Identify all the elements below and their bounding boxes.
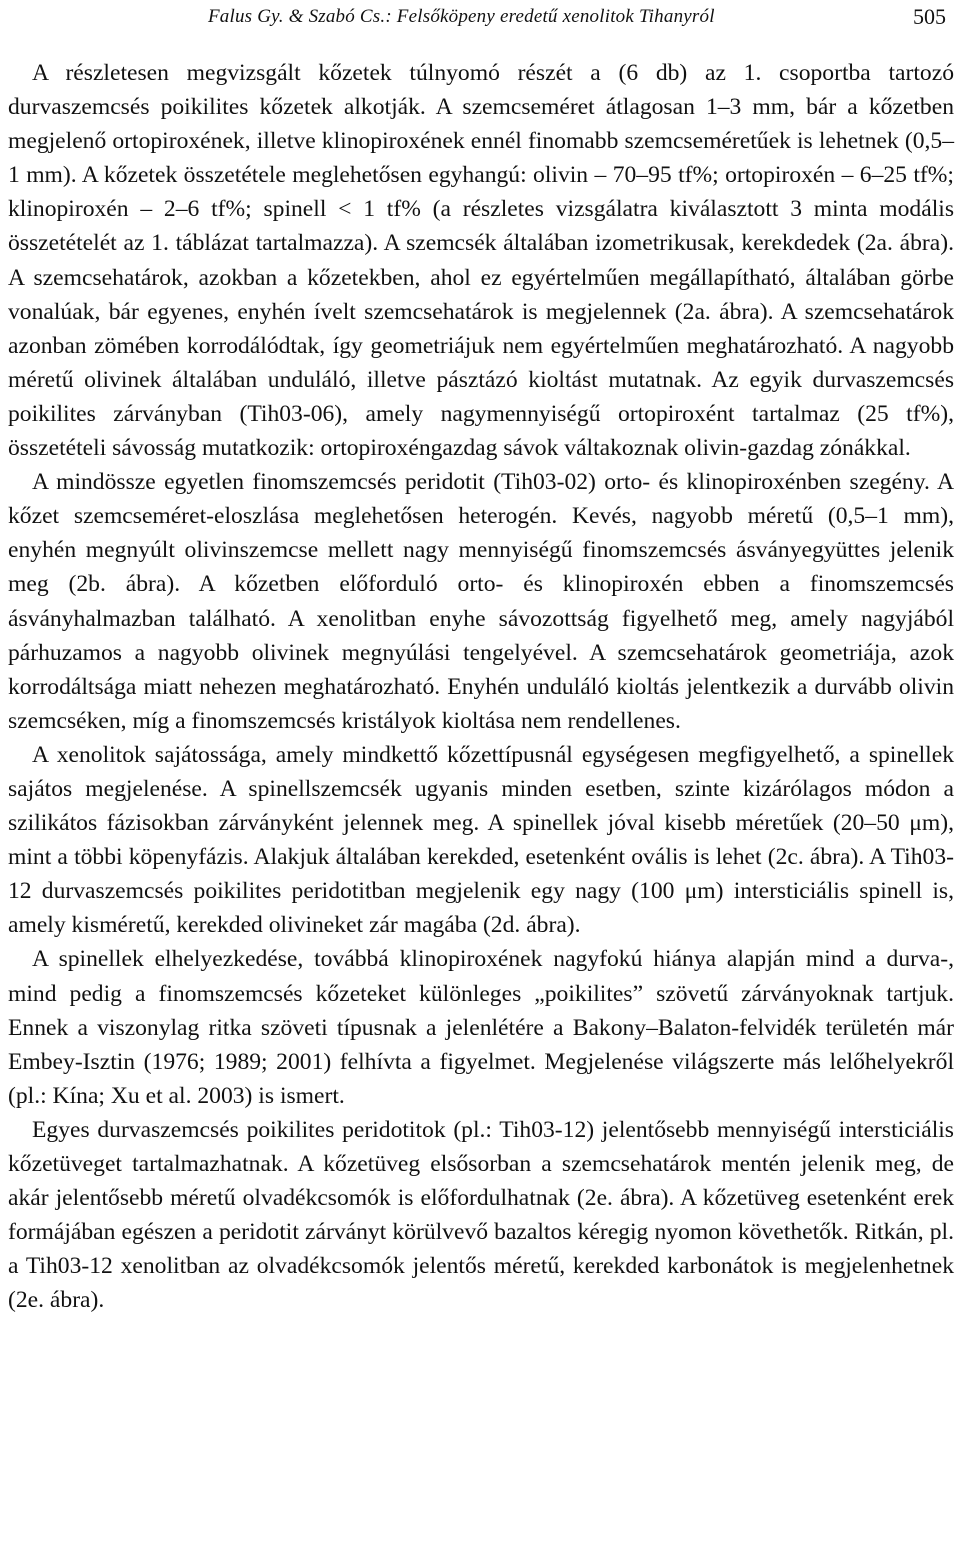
paragraph-3: A xenolitok sajátossága, amely mindkettő kőzettípusnál egységesen megfigyelhető, a spinellek sajátos megjelenése. A spinellszemcsék ugyanis minden esetben, szinte kizárólagos módon a szilikátos fázisokban zárványként jelennek meg. A spinellek jóval kisebb méretűek (20–50 μm), mint a többi köpenyfázis. Alakjuk általában kerekded, esetenként ovális is lehet (2c. ábra). A Tih03-12 durvaszemcsés poikilites peridotitban megjelenik egy nagy (100 μm) intersticiális spinell is, amely kisméretű, kerekded olivineket zár magába (2d. ábra). (8, 741, 954, 939)
paragraph-2: A mindössze egyetlen finomszemcsés peridotit (Tih03-02) orto- és klinopiroxénben szegény. A kőzet szemcseméret-eloszlása meglehetősen heterogén. Kevés, nagyobb méretű (0,5–1 mm), enyhén megnyúlt olivinszemcse mellett nagy mennyiségű finomszemcsés ásványegyüttes jelenik meg (2b. ábra). A kőzetben előforduló orto- és klinopiroxén ebben a finomszemcsés ásványhalmazban található. A xenolitban enyhe sávozottság figyelhető meg, amely nagyjából párhuzamos a nagyobb olivinek megnyúlási tengelyével. A szemcsehatárok geometriája, azok korrodáltsága miatt nehezen meghatározható. Enyhén unduláló kioltás jelentkezik a durvább olivin szemcséken, míg a finomszemcsés kristályok kioltása nem rendellenes. (8, 469, 954, 734)
paragraph-4: A spinellek elhelyezkedése, továbbá klinopiroxének nagyfokú hiánya alapján mind a durva-, mind pedig a finomszemcsés kőzeteket különleges „poikilites” szövetű zárványoknak tartjuk. Ennek a viszonylag ritka szöveti típusnak a jelenlétére a Bakony–Balaton-felvidék területén már Embey-Isztin (1976; 1989; 2001) felhívta a figyelmet. Megjelenése világszerte más lelőhelyekről (pl.: Kína; Xu et al. 2003) is ismert. (8, 946, 954, 1109)
page-number: 505 (913, 4, 946, 29)
paragraph-1: A részletesen megvizsgált kőzetek túlnyomó részét a (6 db) az 1. csoportba tartozó durvaszemcsés poikilites kőzetek alkotják. A szemcseméret átlagosan 1–3 mm, bár a kőzetben megjelenő ortopiroxének, illetve klinopiroxének ennél finomabb szemcseméretűek is lehetnek (0,5–1 mm). A kőzetek összetétele meglehetősen egyhangú: olivin – 70–95 tf%; ortopiroxén – 6–25 tf%; klinopiroxén – 2–6 tf%; spinell < 1 tf% (a részletes vizsgálatra kiválasztott 3 minta modális összetételét az 1. táblázat tartalmazza). A szemcsék általában izometrikusak, kerekdedek (2a. ábra). A szemcsehatárok, azokban a kőzetekben, ahol ez egyértelműen megállapítható, általában görbe vonalúak, bár egyenes, enyhén ívelt szemcsehatárok is megjelennek (2a. ábra). A szemcsehatárok azonban zömében korrodálódtak, így geometriájuk nem egyértelműen meghatározható. A nagyobb méretű olivinek általában unduláló, illetve pásztázó kioltást mutatnak. Az egyik durvaszemcsés poikilites zárványban (Tih03-06), amely nagymennyiségű ortopiroxént tartalmaz (25 tf%), összetételi sávosság mutatkozik: ortopiroxéngazdag sávok váltakoznak olivin-gazdag zónákkal. (8, 60, 954, 462)
paragraph-5: Egyes durvaszemcsés poikilites peridotitok (pl.: Tih03-12) jelentősebb mennyiségű intersticiális kőzetüveget tartalmazhatnak. A kőzetüveg elsősorban a szemcsehatárok mentén jelenik meg, de akár jelentősebb méretű olvadékcsomók is előfordulhatnak (2e. ábra). A kőzetüveg esetenként erek formájában egészen a peridotit zárványt körülvevő bazaltos kéregig nyomon követhetők. Ritkán, pl. a Tih03-12 xenolitban az olvadékcsomók jelentős méretű, kerekded karbonátok is megjelenhetnek (2e. ábra). (8, 1116, 954, 1314)
body-text (8, 56, 954, 1317)
running-title: Falus Gy. & Szabó Cs.: Felsőköpeny eredetű xenolitok Tihanyról (208, 6, 715, 27)
running-head (8, 0, 954, 40)
